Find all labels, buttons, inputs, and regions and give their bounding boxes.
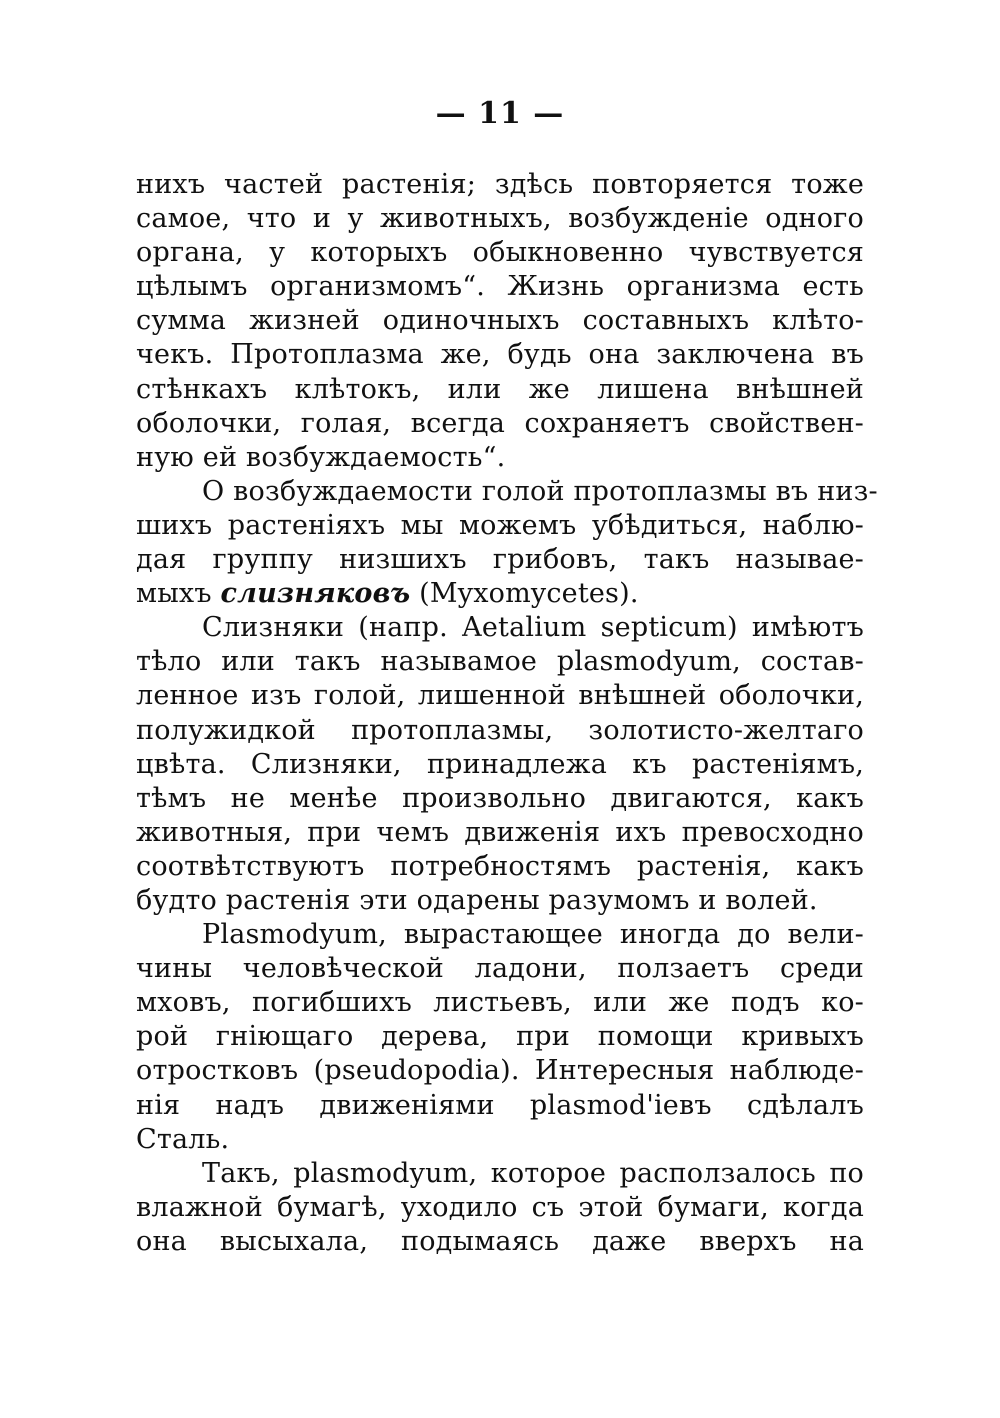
- text-line: дая группу низшихъ грибовъ, такъ называе-: [136, 544, 864, 576]
- paragraph-start-line: О возбуждаемости голой протоплазмы въ низ-: [202, 475, 878, 507]
- text-line: оболочки, голая, всегда сохраняетъ свойствен-: [136, 407, 864, 439]
- line-text-after: (Myxomycetes).: [410, 578, 639, 610]
- text-line: чекъ. Протоплазма же, будь она заключена въ: [136, 339, 864, 371]
- text-line: соотвѣтствуютъ потребностямъ растенія, какъ: [136, 850, 864, 882]
- text-line: стѣнкахъ клѣтокъ, или же лишена внѣшней: [136, 373, 864, 405]
- text-line: цвѣта. Слизняки, принадлежа къ растеніямъ,: [136, 748, 864, 780]
- text-line: отростковъ (pseudopodia). Интересныя наблюде-: [136, 1055, 864, 1087]
- body-text: [136, 168, 878, 1259]
- text-line: мховъ, погибшихъ листьевъ, или же подъ ко-: [136, 987, 864, 1019]
- emphasized-term: слизняковъ: [220, 578, 411, 610]
- text-line: нія надъ движеніями plasmod'іевъ сдѣлалъ: [136, 1089, 864, 1121]
- text-line: ную ей возбуждаемость“.: [136, 441, 506, 473]
- text-line: животныя, при чемъ движенія ихъ превосходно: [136, 816, 864, 848]
- paragraph-start-line: Plasmodyum, вырастающее иногда до вели-: [202, 919, 864, 951]
- page-number: — 11 —: [435, 96, 565, 131]
- text-line: тѣмъ не менѣе произвольно двигаются, какъ: [136, 782, 864, 814]
- paragraph-start-line: Такъ, plasmodyum, которое расползалось по: [202, 1157, 864, 1189]
- text-line: самое, что и у животныхъ, возбужденіе одного: [136, 203, 864, 235]
- text-line: она высыхала, подымаясь даже вверхъ на: [136, 1225, 864, 1257]
- text-line: сумма жизней одиночныхъ составныхъ клѣто-: [136, 305, 864, 337]
- text-line: тѣло или такъ называмое plasmodyum, состав-: [136, 646, 864, 678]
- text-line: влажной бумагѣ, уходило съ этой бумаги, когда: [136, 1191, 864, 1223]
- text-line: рой гніющаго дерева, при помощи кривыхъ: [136, 1021, 864, 1053]
- line-text-before: мыхъ: [136, 578, 221, 610]
- text-line: ленное изъ голой, лишенной внѣшней оболочки,: [136, 680, 864, 712]
- paragraph-start-line: Слизняки (напр. Aetalium septicum) имѣютъ: [202, 612, 864, 644]
- text-line: нихъ частей растенія; здѣсь повторяется тоже: [136, 169, 864, 200]
- text-line: будто растенія эти одарены разумомъ и волей.: [136, 884, 818, 916]
- text-line: чины человѣческой ладони, ползаетъ среди: [136, 953, 864, 985]
- text-line: полужидкой протоплазмы, золотисто-желтаго: [136, 714, 864, 746]
- text-line: шихъ растеніяхъ мы можемъ убѣдиться, наблю-: [136, 509, 864, 541]
- text-line: Сталь.: [136, 1123, 230, 1155]
- text-line: цѣлымъ организмомъ“. Жизнь организма есть: [136, 271, 864, 303]
- text-line: [136, 577, 864, 611]
- text-line: органа, у которыхъ обыкновенно чувствуется: [136, 237, 864, 269]
